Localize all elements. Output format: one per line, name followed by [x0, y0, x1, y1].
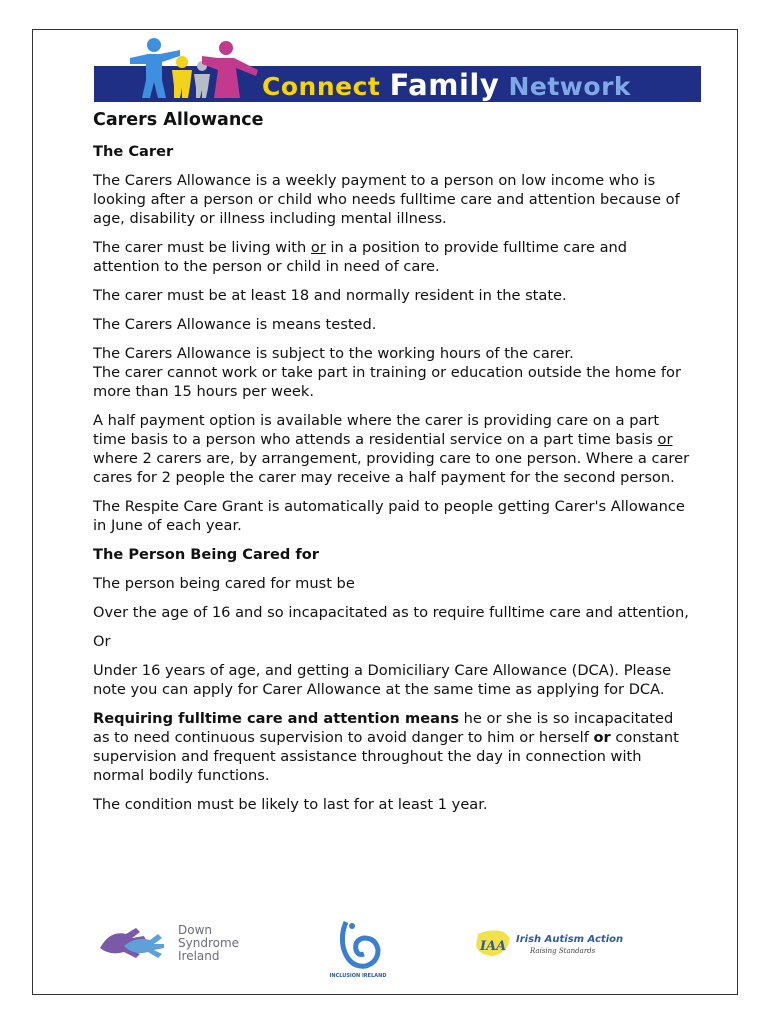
irish-autism-action-logo: [472, 928, 632, 958]
page-title: Carers Allowance: [93, 110, 264, 130]
header-word-network: Network: [508, 72, 632, 101]
paragraph-7: The Respite Care Grant is automatically paid to people getting Carer's Allowance in June of each year.: [93, 498, 685, 534]
section-heading-person-cared-for: The Person Being Cared for: [93, 546, 319, 563]
svg-text:Ireland: Ireland: [178, 949, 220, 963]
paragraph-3: The carer must be at least 18 and normally resident in the state.: [93, 287, 567, 304]
paragraph-11: Under 16 years of age, and getting a Domiciliary Care Allowance (DCA). Please note you can apply for Carer Allowance at the same time as applying for DCA.: [93, 662, 672, 698]
inclusion-ireland-logo: [326, 916, 390, 980]
paragraph-4: The Carers Allowance is means tested.: [93, 316, 377, 333]
svg-text:INCLUSION IRELAND: INCLUSION IRELAND: [329, 973, 387, 979]
svg-text:IAA: IAA: [480, 939, 507, 954]
paragraph-8: The person being cared for must be: [93, 575, 355, 592]
down-syndrome-ireland-logo: [96, 920, 266, 964]
paragraph-10: Or: [93, 633, 111, 650]
paragraph-6: A half payment option is available where the carer is providing care on a part time basis to a person who attends a residential service on a part time basis or where 2 carers are, by arrangement, providing care to one person. Where a carer cares for 2 people the carer may receive a half payment for the second person.: [93, 412, 690, 486]
paragraph-12: Requiring fulltime care and attention means he or she is so incapacitated as to need continuous supervision to avoid danger to him or herself or constant supervision and frequent assistance throughout the day in connection with normal bodily functions.: [93, 710, 679, 784]
section-heading-carer: The Carer: [93, 143, 174, 160]
paragraph-5: The Carers Allowance is subject to the working hours of the carer. The carer cannot work or take part in training or education outside the home for more than 15 hours per week.: [93, 345, 681, 400]
paragraph-9: Over the age of 16 and so incapacitated as to require fulltime care and attention,: [93, 604, 689, 621]
svg-text:Syndrome: Syndrome: [178, 936, 240, 950]
header-word-family: Family: [389, 68, 500, 102]
header-title: [262, 68, 631, 102]
svg-text:Down: Down: [178, 923, 213, 937]
paragraph-1: The Carers Allowance is a weekly payment to a person on low income who is looking after a person or child who needs fulltime care and attention because of age, disability or illness including mental illness.: [93, 172, 680, 227]
header-word-connect: Connect: [262, 72, 381, 101]
svg-text:Raising Standards: Raising Standards: [530, 947, 596, 955]
family-figures-logo: [118, 36, 268, 98]
paragraph-13: The condition must be likely to last for at least 1 year.: [93, 796, 488, 813]
svg-text:Irish Autism Action: Irish Autism Action: [516, 934, 624, 945]
paragraph-2: The carer must be living with or in a position to provide fulltime care and attention to the person or child in need of care.: [93, 239, 628, 275]
document-body: [93, 108, 693, 824]
